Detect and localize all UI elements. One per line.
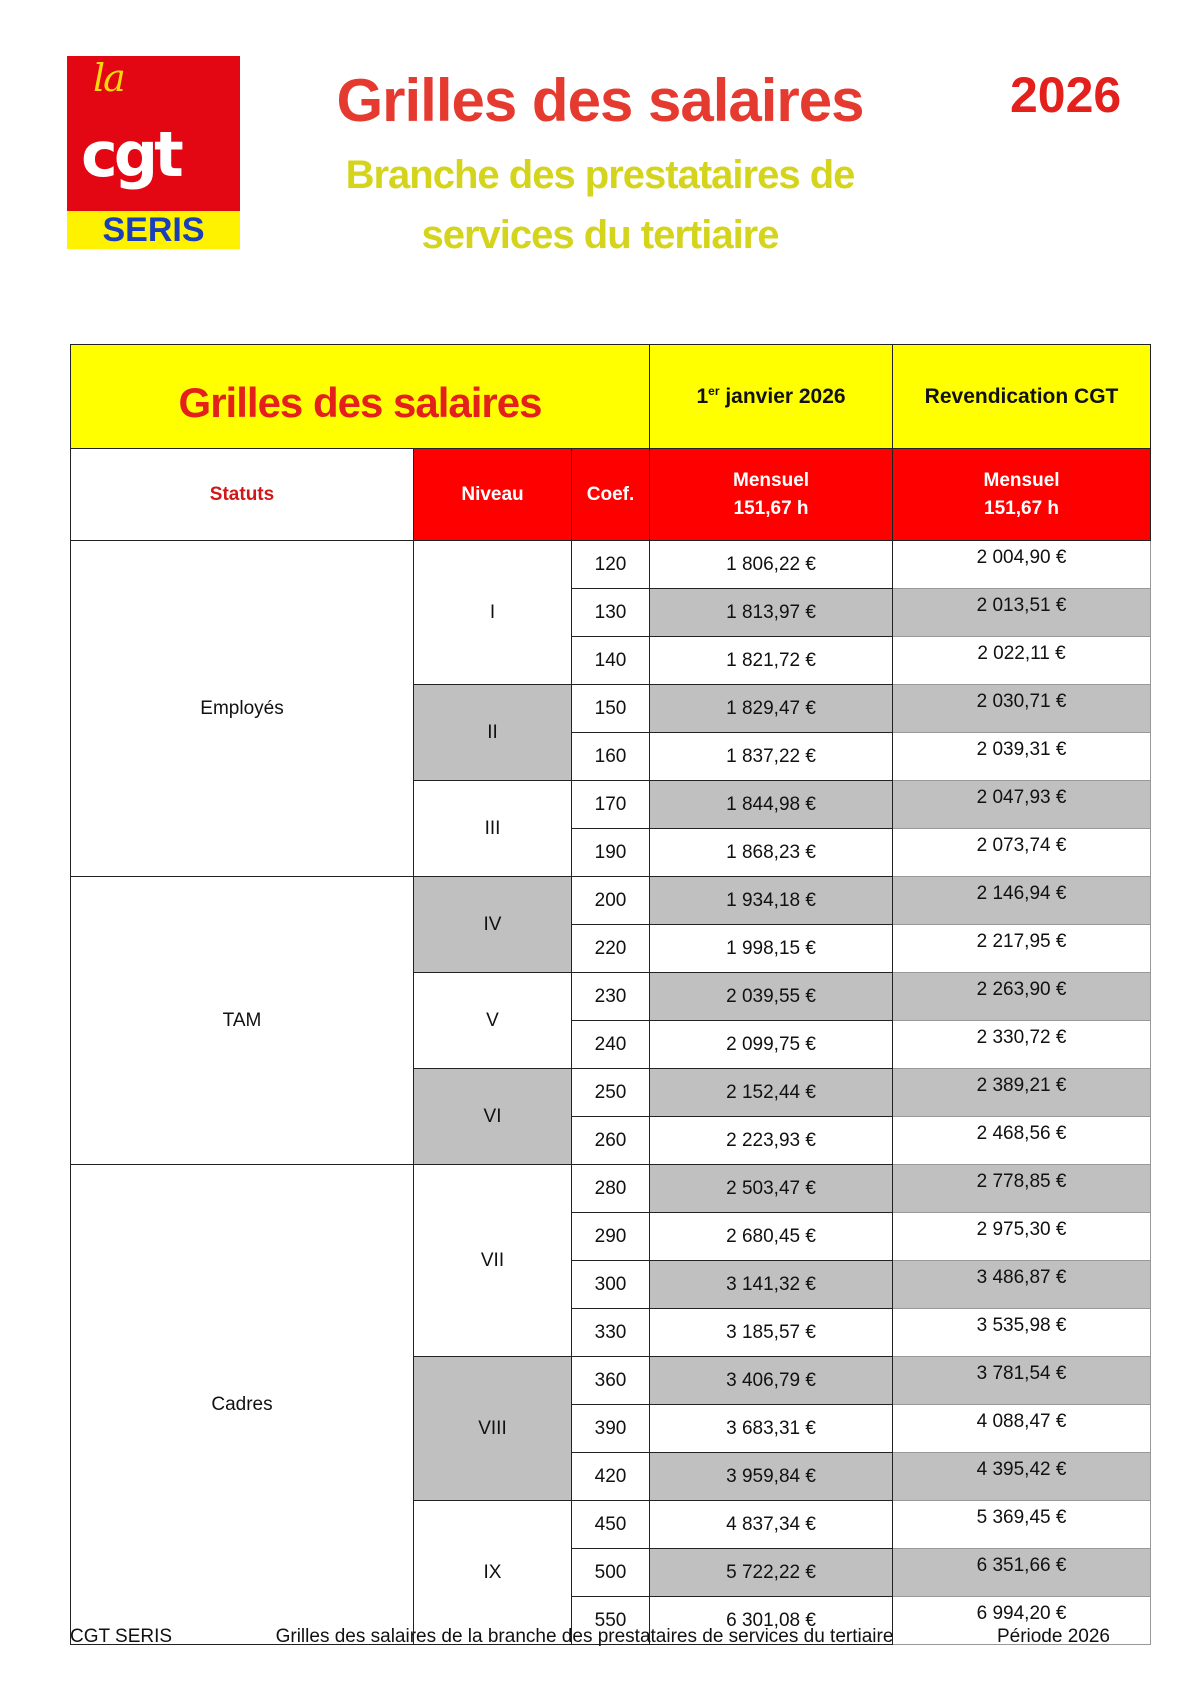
coef-cell: 260 [572, 1117, 650, 1165]
salary-revendication-cell: 2 975,30 € [893, 1213, 1151, 1261]
salary-revendication-cell: 3 535,98 € [893, 1309, 1151, 1357]
coef-cell: 550 [572, 1597, 650, 1645]
coef-cell: 390 [572, 1405, 650, 1453]
salary-revendication-cell: 2 330,72 € [893, 1021, 1151, 1069]
coef-cell: 290 [572, 1213, 650, 1261]
coef-cell: 450 [572, 1501, 650, 1549]
salary-revendication-cell: 3 486,87 € [893, 1261, 1151, 1309]
table-row [71, 1165, 1151, 1213]
salary-revendication-cell: 3 781,54 € [893, 1357, 1151, 1405]
coef-cell: 120 [572, 541, 650, 589]
logo-seris-band [67, 211, 240, 249]
salary-january-2026-cell: 1 868,23 € [650, 829, 893, 877]
salary-january-2026-cell: 1 806,22 € [650, 541, 893, 589]
salary-january-2026-cell: 1 837,22 € [650, 733, 893, 781]
salary-revendication-cell: 2 778,85 € [893, 1165, 1151, 1213]
coef-cell: 420 [572, 1453, 650, 1501]
niveau-cell: III [414, 781, 572, 877]
salary-revendication-cell: 2 146,94 € [893, 877, 1151, 925]
table-title: Grilles des salaires [71, 345, 650, 449]
footer [70, 1626, 1110, 1648]
statut-cell: Employés [71, 541, 414, 877]
salary-revendication-cell: 2 047,93 € [893, 781, 1151, 829]
coef-cell: 240 [572, 1021, 650, 1069]
niveau-cell: I [414, 541, 572, 685]
salary-january-2026-cell: 2 680,45 € [650, 1213, 893, 1261]
salary-revendication-cell: 2 468,56 € [893, 1117, 1151, 1165]
salary-revendication-cell: 2 073,74 € [893, 829, 1151, 877]
salary-january-2026-cell: 5 722,22 € [650, 1549, 893, 1597]
statut-cell: TAM [71, 877, 414, 1165]
salary-revendication-cell: 4 088,47 € [893, 1405, 1151, 1453]
salary-revendication-cell: 6 351,66 € [893, 1549, 1151, 1597]
niveau-cell: V [414, 973, 572, 1069]
salary-january-2026-cell: 2 099,75 € [650, 1021, 893, 1069]
logo-cgt: cgt [81, 118, 180, 191]
statut-cell: Cadres [71, 1165, 414, 1645]
salary-revendication-cell: 2 217,95 € [893, 925, 1151, 973]
column-header-niveau: Niveau [414, 449, 572, 541]
cgt-seris-logo [67, 56, 240, 249]
footer-center: Grilles des salaires de la branche des prestataires de services du tertiaire [275, 1626, 894, 1647]
coef-cell: 220 [572, 925, 650, 973]
table-title-row [71, 345, 1151, 449]
niveau-cell: II [414, 685, 572, 781]
salary-revendication-cell: 4 395,42 € [893, 1453, 1151, 1501]
column-header-january-2026: 1er janvier 2026 [650, 345, 893, 449]
footer-left: CGT SERIS [70, 1626, 173, 1647]
column-header-statuts: Statuts [71, 449, 414, 541]
coef-cell: 500 [572, 1549, 650, 1597]
salary-revendication-cell: 2 263,90 € [893, 973, 1151, 1021]
table-row [71, 877, 1151, 925]
salary-january-2026-cell: 1 821,72 € [650, 637, 893, 685]
salary-january-2026-cell: 3 185,57 € [650, 1309, 893, 1357]
coef-cell: 250 [572, 1069, 650, 1117]
salary-january-2026-cell: 4 837,34 € [650, 1501, 893, 1549]
salary-january-2026-cell: 1 998,15 € [650, 925, 893, 973]
coef-cell: 140 [572, 637, 650, 685]
logo-seris: SERIS [102, 211, 205, 249]
salary-revendication-cell: 5 369,45 € [893, 1501, 1151, 1549]
page-year: 2026 [1010, 67, 1122, 123]
salary-january-2026-cell: 2 039,55 € [650, 973, 893, 1021]
coef-cell: 170 [572, 781, 650, 829]
salary-january-2026-cell: 1 829,47 € [650, 685, 893, 733]
niveau-cell: IX [414, 1501, 572, 1645]
niveau-cell: IV [414, 877, 572, 973]
niveau-cell: VIII [414, 1357, 572, 1501]
column-header-mensuel-jan: Mensuel 151,67 h [650, 449, 893, 541]
column-header-mensuel-rev: Mensuel 151,67 h [893, 449, 1151, 541]
footer-right: Période 2026 [996, 1626, 1110, 1647]
coef-cell: 300 [572, 1261, 650, 1309]
salary-january-2026-cell: 6 301,08 € [650, 1597, 893, 1645]
coef-cell: 360 [572, 1357, 650, 1405]
salary-january-2026-cell: 3 959,84 € [650, 1453, 893, 1501]
salary-revendication-cell: 2 389,21 € [893, 1069, 1151, 1117]
salary-january-2026-cell: 1 934,18 € [650, 877, 893, 925]
salary-revendication-cell: 2 013,51 € [893, 589, 1151, 637]
subtitle-line-1: Branche des prestataires de [345, 153, 855, 197]
salary-january-2026-cell: 1 813,97 € [650, 589, 893, 637]
salary-revendication-cell: 2 022,11 € [893, 637, 1151, 685]
column-header-coef: Coef. [572, 449, 650, 541]
salary-revendication-cell: 6 994,20 € [893, 1597, 1151, 1645]
coef-cell: 130 [572, 589, 650, 637]
salary-january-2026-cell: 2 223,93 € [650, 1117, 893, 1165]
salary-revendication-cell: 2 039,31 € [893, 733, 1151, 781]
subtitle-line-2: services du tertiaire [421, 213, 779, 257]
coef-cell: 200 [572, 877, 650, 925]
salary-january-2026-cell: 3 683,31 € [650, 1405, 893, 1453]
salary-revendication-cell: 2 004,90 € [893, 541, 1151, 589]
niveau-cell: VII [414, 1165, 572, 1357]
niveau-cell: VI [414, 1069, 572, 1165]
salary-january-2026-cell: 3 406,79 € [650, 1357, 893, 1405]
coef-cell: 330 [572, 1309, 650, 1357]
coef-cell: 230 [572, 973, 650, 1021]
salary-january-2026-cell: 3 141,32 € [650, 1261, 893, 1309]
salary-january-2026-cell: 1 844,98 € [650, 781, 893, 829]
coef-cell: 160 [572, 733, 650, 781]
coef-cell: 190 [572, 829, 650, 877]
table-subheader-row [71, 449, 1151, 541]
coef-cell: 150 [572, 685, 650, 733]
coef-cell: 280 [572, 1165, 650, 1213]
salary-january-2026-cell: 2 503,47 € [650, 1165, 893, 1213]
salary-january-2026-cell: 2 152,44 € [650, 1069, 893, 1117]
logo-la: la [93, 56, 124, 100]
salary-grid-table [70, 344, 1151, 1645]
table-row [71, 541, 1151, 589]
page-title: Grilles des salaires [336, 67, 864, 134]
column-header-revendication: Revendication CGT [893, 345, 1151, 449]
salary-revendication-cell: 2 030,71 € [893, 685, 1151, 733]
